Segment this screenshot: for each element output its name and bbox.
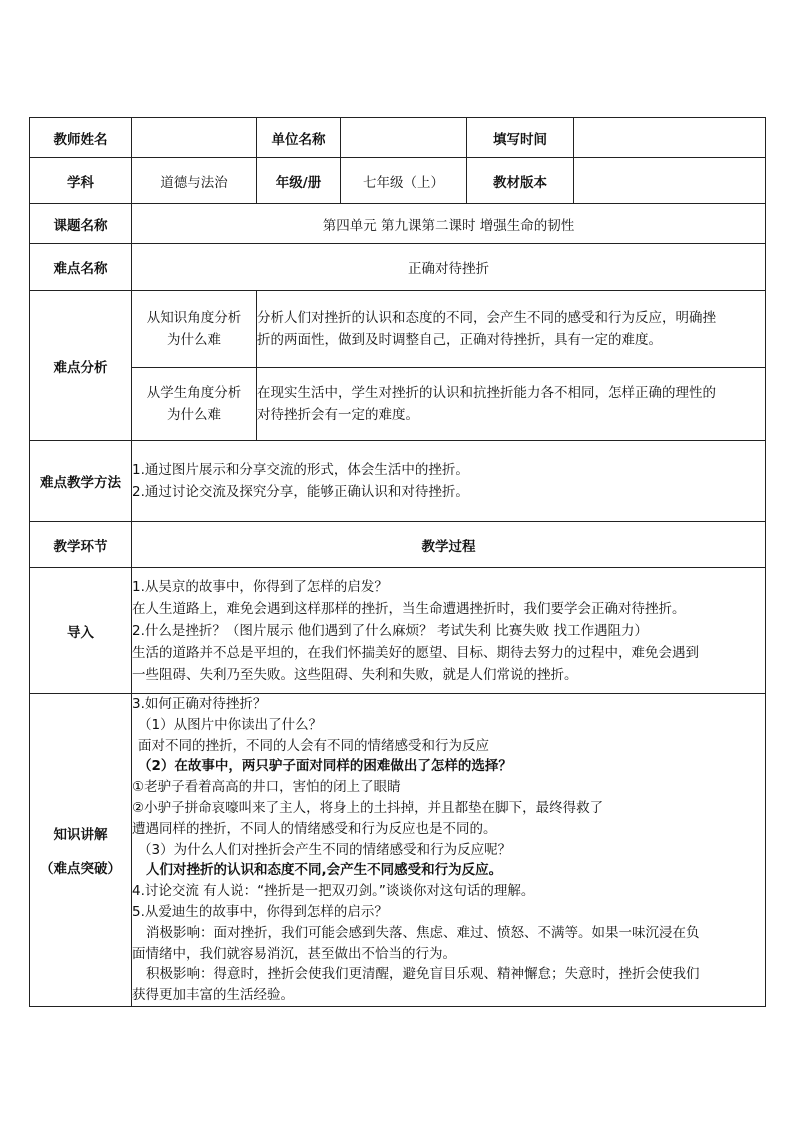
student-angle-text: 在现实生活中，学生对挫折的认识和抗挫折能力各不相同，怎样正确的理性的 对待挫折会有一定的难度。 — [257, 368, 766, 441]
analysis-row-student — [30, 368, 766, 441]
header-row-2 — [30, 158, 766, 204]
method-row — [30, 441, 766, 522]
teacher-name-value — [132, 118, 257, 158]
unit-name-label: 单位名称 — [257, 118, 341, 158]
lesson-plan-table — [29, 117, 766, 1007]
method-label: 难点教学方法 — [30, 441, 132, 522]
knowledge-text: 3.如何正确对待挫折？ （1）从图片中你读出了什么？ 面对不同的挫折，不同的人会有不同的情绪感受和行为反应 （2）在故事中，两只驴子面对同样的困难做出了怎样的选择？ ①老驴子看着高高的井口，害怕的闭上了眼睛 ②小驴子拼命哀嚎叫来了主人，将身上的土抖掉，并且都垫在脚下，最终得救了 遭遇同样的挫折，不同人的情绪感受和行为反应也是不同的。 （3）为什么人们对挫折会产生不同的情绪感受和行为反应呢？ 人们对挫折的认识和态度不同,会产生不同感受和行为反应。 4.讨论交流 有人说：“挫折是一把双刃剑。”谈谈你对这句话的理解。 5.从爱迪生的故事中，你得到怎样的启示？ 消极影响：面对挫折，我们可能会感到失落、焦虑、难过、愤怒、不满等。如果一味沉浸在负 面情绪中，我们就容易消沉，甚至做出不恰当的行为。 积极影响：得意时，挫折会使我们更清醒，避免盲目乐观、精神懈怠；失意时，挫折会使我们 获得更加丰富的生活经验。 — [132, 694, 766, 1007]
topic-row — [30, 204, 766, 244]
analysis-row-knowledge — [30, 291, 766, 368]
student-angle-label: 从学生角度分析 为什么难 — [132, 368, 257, 441]
analysis-label: 难点分析 — [30, 291, 132, 441]
intro-label: 导入 — [30, 568, 132, 694]
intro-text: 1.从吴京的故事中，你得到了怎样的启发？ 在人生道路上，难免会遇到这样那样的挫折，当生命遭遇挫折时，我们要学会正确对待挫折。 2.什么是挫折？（图片展示 他们遇到了什么麻烦？ 考试失利 比赛失败 找工作遇阻力） 生活的道路并不总是平坦的，在我们怀揣美好的愿望、目标、期待去努力的过程中，难免会遇到 一些阻碍、失利乃至失败。这些阻碍、失利和失败，就是人们常说的挫折。 — [132, 568, 766, 694]
knowledge-angle-label: 从知识角度分析 为什么难 — [132, 291, 257, 368]
fill-date-label: 填写时间 — [467, 118, 574, 158]
subject-label: 学科 — [30, 158, 132, 204]
topic-value: 第四单元 第九课第二课时 增强生命的韧性 — [132, 204, 766, 244]
teacher-name-label: 教师姓名 — [30, 118, 132, 158]
difficulty-row — [30, 244, 766, 291]
unit-name-value — [341, 118, 467, 158]
edition-value — [574, 158, 766, 204]
knowledge-row — [30, 694, 766, 1007]
difficulty-value: 正确对待挫折 — [132, 244, 766, 291]
process-header: 教学过程 — [132, 522, 766, 568]
difficulty-label: 难点名称 — [30, 244, 132, 291]
process-header-row — [30, 522, 766, 568]
knowledge-label: 知识讲解 — [53, 826, 108, 843]
grade-value: 七年级（上） — [341, 158, 467, 204]
method-text: 1.通过图片展示和分享交流的形式，体会生活中的挫折。 2.通过讨论交流及探究分享，能够正确认识和对待挫折。 — [132, 441, 766, 522]
stage-header: 教学环节 — [30, 522, 132, 568]
grade-label: 年级/册 — [257, 158, 341, 204]
knowledge-label-cell — [30, 694, 132, 1007]
header-row-1 — [30, 118, 766, 158]
intro-row — [30, 568, 766, 694]
knowledge-angle-text: 分析人们对挫折的认识和态度的不同，会产生不同的感受和行为反应，明确挫 折的两面性，做到及时调整自己，正确对待挫折，具有一定的难度。 — [257, 291, 766, 368]
fill-date-value — [574, 118, 766, 158]
topic-label: 课题名称 — [30, 204, 132, 244]
edition-label: 教材版本 — [467, 158, 574, 204]
subject-value: 道德与法治 — [132, 158, 257, 204]
knowledge-sublabel: （难点突破） — [40, 860, 121, 877]
